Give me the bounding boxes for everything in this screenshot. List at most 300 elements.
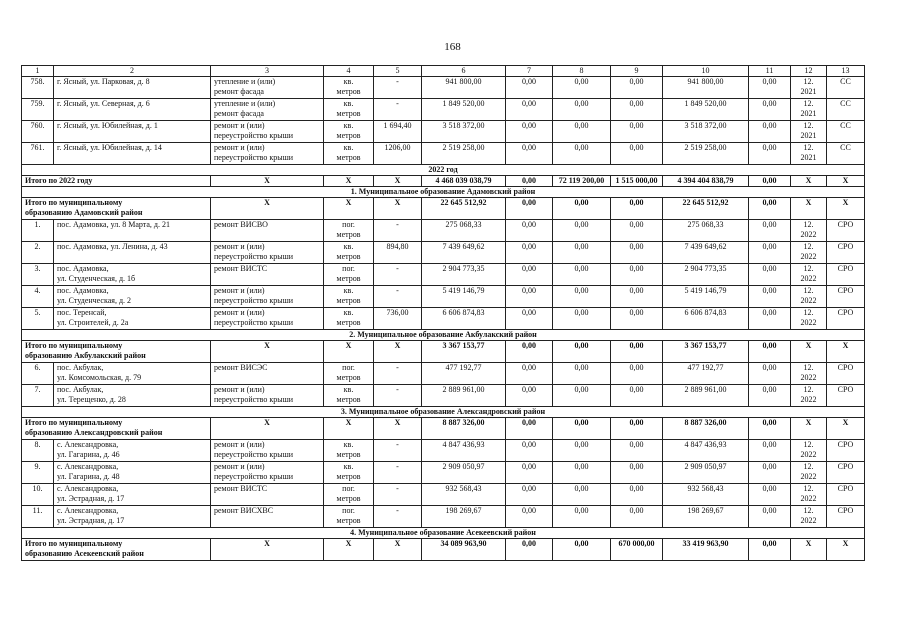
cost-col7-cell: 0,00 bbox=[506, 143, 553, 165]
cost-col10-cell: 7 439 649,62 bbox=[663, 242, 749, 264]
deadline-cell bbox=[791, 286, 827, 308]
cost-col7-cell: 0,00 bbox=[506, 99, 553, 121]
cost-col9-cell: 0,00 bbox=[611, 143, 663, 165]
cost-col10-cell: 941 800,00 bbox=[663, 77, 749, 99]
cost-col7-cell: 0,00 bbox=[506, 121, 553, 143]
work-type-line: утепление и (или) bbox=[214, 99, 276, 108]
total-cost-cell: 8 887 326,00 bbox=[422, 418, 506, 440]
cost-col8-cell: 0,00 bbox=[553, 77, 611, 99]
address-cell bbox=[54, 385, 211, 407]
area-cell: - bbox=[374, 462, 422, 484]
area-cell: 1 694,40 bbox=[374, 121, 422, 143]
work-type-cell bbox=[211, 143, 324, 165]
total-col10-cell: 8 887 326,00 bbox=[663, 418, 749, 440]
table-row bbox=[22, 220, 865, 242]
unit-cell bbox=[324, 484, 374, 506]
unit-line: метров bbox=[336, 230, 361, 239]
total-x-cell: X bbox=[827, 539, 865, 561]
cost-col9-cell: 0,00 bbox=[611, 506, 663, 528]
deadline-cell bbox=[791, 308, 827, 330]
table-row bbox=[22, 242, 865, 264]
deadline-line: 12. bbox=[803, 220, 814, 229]
contractor-cell: СС bbox=[827, 77, 865, 99]
address-cell bbox=[54, 440, 211, 462]
deadline-line: 12. bbox=[803, 363, 814, 372]
row-number: 6. bbox=[22, 363, 54, 385]
contractor-cell: СС bbox=[827, 99, 865, 121]
cost-col11-cell: 0,00 bbox=[749, 286, 791, 308]
unit-line: метров bbox=[336, 131, 361, 140]
total-x-cell: X bbox=[827, 176, 865, 187]
cost-col8-cell: 0,00 bbox=[553, 143, 611, 165]
total-row bbox=[22, 176, 865, 187]
address-line: ул. Студенческая, д. 2 bbox=[57, 296, 132, 305]
work-type-line: ремонт и (или) bbox=[214, 121, 265, 130]
address-cell bbox=[54, 462, 211, 484]
contractor-cell: СРО bbox=[827, 363, 865, 385]
unit-line: метров bbox=[336, 450, 361, 459]
row-number: 5. bbox=[22, 308, 54, 330]
total-x-cell: X bbox=[791, 198, 827, 220]
unit-line: метров bbox=[336, 296, 361, 305]
total-label-line: Итого по муниципальному bbox=[25, 198, 123, 207]
total-cost-cell: 3 367 153,77 bbox=[422, 341, 506, 363]
area-cell: - bbox=[374, 99, 422, 121]
work-type-line: переустройство крыши bbox=[214, 318, 294, 327]
deadline-cell bbox=[791, 506, 827, 528]
column-header-row bbox=[22, 66, 865, 77]
total-label-line: образованию Адамовский район bbox=[25, 208, 143, 217]
total-label-line: Итого по муниципальному bbox=[25, 539, 123, 548]
address-line: ул. Гагарина, д. 46 bbox=[57, 450, 120, 459]
cost-total-cell: 941 800,00 bbox=[422, 77, 506, 99]
deadline-line: 12. bbox=[803, 121, 814, 130]
address-cell bbox=[54, 264, 211, 286]
area-cell: - bbox=[374, 484, 422, 506]
total-col8-cell: 72 119 200,00 bbox=[553, 176, 611, 187]
unit-line: метров bbox=[336, 318, 361, 327]
row-number: 7. bbox=[22, 385, 54, 407]
deadline-line: 12. bbox=[803, 308, 814, 317]
total-x-cell: X bbox=[324, 341, 374, 363]
total-col7-cell: 0,00 bbox=[506, 539, 553, 561]
area-cell: 736,00 bbox=[374, 308, 422, 330]
cost-col10-cell: 1 849 520,00 bbox=[663, 99, 749, 121]
address-line: ул. Эстрадная, д. 17 bbox=[57, 494, 125, 503]
unit-line: метров bbox=[336, 494, 361, 503]
column-header: 3 bbox=[211, 66, 324, 77]
unit-line: метров bbox=[336, 109, 361, 118]
table-row bbox=[22, 385, 865, 407]
row-number: 11. bbox=[22, 506, 54, 528]
row-number: 2. bbox=[22, 242, 54, 264]
cost-total-cell: 2 889 961,00 bbox=[422, 385, 506, 407]
deadline-cell bbox=[791, 363, 827, 385]
cost-col9-cell: 0,00 bbox=[611, 220, 663, 242]
cost-total-cell: 477 192,77 bbox=[422, 363, 506, 385]
column-header: 8 bbox=[553, 66, 611, 77]
total-label bbox=[22, 418, 211, 440]
contractor-cell: СРО bbox=[827, 462, 865, 484]
total-col8-cell: 0,00 bbox=[553, 198, 611, 220]
year-label: 2022 год bbox=[22, 165, 865, 176]
work-type-cell bbox=[211, 242, 324, 264]
work-type-cell bbox=[211, 286, 324, 308]
deadline-line: 12. bbox=[803, 440, 814, 449]
cost-col10-cell: 2 519 258,00 bbox=[663, 143, 749, 165]
deadline-line: 12. bbox=[803, 506, 814, 515]
cost-col7-cell: 0,00 bbox=[506, 484, 553, 506]
section-row bbox=[22, 187, 865, 198]
total-x-cell: X bbox=[324, 539, 374, 561]
cost-col7-cell: 0,00 bbox=[506, 286, 553, 308]
unit-line: метров bbox=[336, 153, 361, 162]
column-header: 10 bbox=[663, 66, 749, 77]
deadline-line: 12. bbox=[803, 385, 814, 394]
total-label-line: образованию Александровский район bbox=[25, 428, 163, 437]
work-type-line: ремонт и (или) bbox=[214, 286, 265, 295]
unit-line: метров bbox=[336, 373, 361, 382]
cost-col11-cell: 0,00 bbox=[749, 143, 791, 165]
cost-col11-cell: 0,00 bbox=[749, 99, 791, 121]
cost-col10-cell: 6 606 874,83 bbox=[663, 308, 749, 330]
total-x-cell: X bbox=[374, 198, 422, 220]
total-x-cell: X bbox=[791, 341, 827, 363]
cost-col7-cell: 0,00 bbox=[506, 363, 553, 385]
deadline-line: 2022 bbox=[800, 318, 817, 327]
unit-line: кв. bbox=[343, 462, 354, 471]
address-line: с. Александровка, bbox=[57, 440, 119, 449]
address-line: г. Ясный, ул. Юбилейная, д. 1 bbox=[57, 121, 158, 130]
total-row bbox=[22, 341, 865, 363]
cost-col7-cell: 0,00 bbox=[506, 242, 553, 264]
table-row bbox=[22, 440, 865, 462]
work-type-line: ремонт ВИСХВС bbox=[214, 506, 274, 515]
unit-line: кв. bbox=[343, 77, 354, 86]
total-label bbox=[22, 198, 211, 220]
total-col11-cell: 0,00 bbox=[749, 539, 791, 561]
work-type-line: переустройство крыши bbox=[214, 296, 294, 305]
unit-line: метров bbox=[336, 395, 361, 404]
table-row bbox=[22, 462, 865, 484]
deadline-line: 2022 bbox=[800, 494, 817, 503]
total-col7-cell: 0,00 bbox=[506, 176, 553, 187]
deadline-cell bbox=[791, 242, 827, 264]
unit-cell bbox=[324, 77, 374, 99]
total-label-line: образованию Асекеевский район bbox=[25, 549, 144, 558]
contractor-cell: СС bbox=[827, 143, 865, 165]
total-x-cell: X bbox=[211, 418, 324, 440]
address-line: ул. Эстрадная, д. 17 bbox=[57, 516, 125, 525]
work-type-line: утепление и (или) bbox=[214, 77, 276, 86]
total-label-line: Итого по муниципальному bbox=[25, 341, 123, 350]
deadline-line: 2022 bbox=[800, 274, 817, 283]
cost-total-cell: 3 518 372,00 bbox=[422, 121, 506, 143]
work-type-line: переустройство крыши bbox=[214, 131, 294, 140]
address-cell bbox=[54, 220, 211, 242]
total-x-cell: X bbox=[324, 198, 374, 220]
table-row bbox=[22, 308, 865, 330]
unit-line: пог. bbox=[342, 484, 355, 493]
table-row bbox=[22, 506, 865, 528]
unit-cell bbox=[324, 506, 374, 528]
deadline-line: 12. bbox=[803, 242, 814, 251]
unit-cell bbox=[324, 308, 374, 330]
work-type-line: ремонт ВИСЭС bbox=[214, 363, 268, 372]
cost-col10-cell: 2 889 961,00 bbox=[663, 385, 749, 407]
address-line: г. Ясный, ул. Северная, д. 6 bbox=[57, 99, 150, 108]
deadline-line: 2022 bbox=[800, 472, 817, 481]
address-line: ул. Терещенко, д. 28 bbox=[57, 395, 126, 404]
address-line: пос. Адамовка, ул. 8 Марта, д. 21 bbox=[57, 220, 170, 229]
work-type-cell bbox=[211, 264, 324, 286]
work-type-cell bbox=[211, 385, 324, 407]
total-x-cell: X bbox=[211, 198, 324, 220]
section-title: 4. Муниципальное образование Асекеевский район bbox=[22, 528, 865, 539]
address-line: с. Александровка, bbox=[57, 506, 119, 515]
unit-cell bbox=[324, 385, 374, 407]
contractor-cell: СРО bbox=[827, 286, 865, 308]
work-type-line: переустройство крыши bbox=[214, 472, 294, 481]
address-cell bbox=[54, 484, 211, 506]
unit-cell bbox=[324, 143, 374, 165]
total-col7-cell: 0,00 bbox=[506, 198, 553, 220]
column-header: 1 bbox=[22, 66, 54, 77]
address-line: пос. Акбулак, bbox=[57, 385, 104, 394]
cost-col9-cell: 0,00 bbox=[611, 440, 663, 462]
cost-col9-cell: 0,00 bbox=[611, 77, 663, 99]
total-col8-cell: 0,00 bbox=[553, 539, 611, 561]
unit-cell bbox=[324, 99, 374, 121]
unit-cell bbox=[324, 286, 374, 308]
cost-col8-cell: 0,00 bbox=[553, 121, 611, 143]
work-type-line: ремонт и (или) bbox=[214, 440, 265, 449]
deadline-line: 12. bbox=[803, 99, 814, 108]
cost-col8-cell: 0,00 bbox=[553, 462, 611, 484]
total-row bbox=[22, 198, 865, 220]
deadline-line: 12. bbox=[803, 143, 814, 152]
cost-total-cell: 198 269,67 bbox=[422, 506, 506, 528]
contractor-cell: СРО bbox=[827, 220, 865, 242]
address-cell bbox=[54, 286, 211, 308]
deadline-line: 2021 bbox=[800, 131, 817, 140]
contractor-cell: СРО bbox=[827, 440, 865, 462]
cost-total-cell: 4 847 436,93 bbox=[422, 440, 506, 462]
total-x-cell: X bbox=[827, 198, 865, 220]
unit-cell bbox=[324, 121, 374, 143]
cost-col7-cell: 0,00 bbox=[506, 264, 553, 286]
address-line: пос. Адамовка, bbox=[57, 286, 109, 295]
cost-col10-cell: 3 518 372,00 bbox=[663, 121, 749, 143]
work-type-cell bbox=[211, 506, 324, 528]
cost-col9-cell: 0,00 bbox=[611, 308, 663, 330]
contractor-cell: СРО bbox=[827, 264, 865, 286]
total-x-cell: X bbox=[791, 418, 827, 440]
area-cell: - bbox=[374, 363, 422, 385]
deadline-line: 2022 bbox=[800, 252, 817, 261]
address-line: г. Ясный, ул. Парковая, д. 8 bbox=[57, 77, 150, 86]
deadline-line: 2022 bbox=[800, 373, 817, 382]
column-header: 13 bbox=[827, 66, 865, 77]
deadline-cell bbox=[791, 484, 827, 506]
deadline-line: 12. bbox=[803, 77, 814, 86]
cost-col10-cell: 4 847 436,93 bbox=[663, 440, 749, 462]
cost-col9-cell: 0,00 bbox=[611, 264, 663, 286]
address-cell bbox=[54, 99, 211, 121]
total-col11-cell: 0,00 bbox=[749, 176, 791, 187]
cost-col10-cell: 275 068,33 bbox=[663, 220, 749, 242]
unit-cell bbox=[324, 242, 374, 264]
cost-col11-cell: 0,00 bbox=[749, 385, 791, 407]
work-type-cell bbox=[211, 484, 324, 506]
row-number: 758. bbox=[22, 77, 54, 99]
table-row bbox=[22, 484, 865, 506]
address-line: ул. Комсомольская, д. 79 bbox=[57, 373, 142, 382]
cost-col9-cell: 0,00 bbox=[611, 286, 663, 308]
section-row bbox=[22, 330, 865, 341]
cost-col7-cell: 0,00 bbox=[506, 440, 553, 462]
cost-col9-cell: 0,00 bbox=[611, 242, 663, 264]
total-label bbox=[22, 539, 211, 561]
cost-col11-cell: 0,00 bbox=[749, 121, 791, 143]
column-header: 6 bbox=[422, 66, 506, 77]
work-type-line: ремонт фасада bbox=[214, 109, 264, 118]
cost-col11-cell: 0,00 bbox=[749, 484, 791, 506]
work-type-line: переустройство крыши bbox=[214, 450, 294, 459]
contractor-cell: СРО bbox=[827, 385, 865, 407]
deadline-cell bbox=[791, 121, 827, 143]
cost-total-cell: 6 606 874,83 bbox=[422, 308, 506, 330]
unit-line: пог. bbox=[342, 506, 355, 515]
cost-col7-cell: 0,00 bbox=[506, 220, 553, 242]
row-number: 1. bbox=[22, 220, 54, 242]
area-cell: - bbox=[374, 220, 422, 242]
cost-col8-cell: 0,00 bbox=[553, 99, 611, 121]
section-title: 1. Муниципальное образование Адамовский район bbox=[22, 187, 865, 198]
address-cell bbox=[54, 363, 211, 385]
total-x-cell: X bbox=[827, 341, 865, 363]
deadline-cell bbox=[791, 220, 827, 242]
deadline-line: 2022 bbox=[800, 516, 817, 525]
cost-col11-cell: 0,00 bbox=[749, 220, 791, 242]
unit-line: метров bbox=[336, 252, 361, 261]
deadline-line: 12. bbox=[803, 286, 814, 295]
total-cost-cell: 4 468 039 038,79 bbox=[422, 176, 506, 187]
cost-col8-cell: 0,00 bbox=[553, 220, 611, 242]
table-row bbox=[22, 264, 865, 286]
contractor-cell: СС bbox=[827, 121, 865, 143]
work-type-cell bbox=[211, 363, 324, 385]
cost-col7-cell: 0,00 bbox=[506, 506, 553, 528]
work-type-line: ремонт и (или) bbox=[214, 462, 265, 471]
cost-col11-cell: 0,00 bbox=[749, 242, 791, 264]
address-line: ул. Студенческая, д. 1б bbox=[57, 274, 136, 283]
cost-col11-cell: 0,00 bbox=[749, 308, 791, 330]
cost-col10-cell: 932 568,43 bbox=[663, 484, 749, 506]
cost-col8-cell: 0,00 bbox=[553, 385, 611, 407]
cost-col9-cell: 0,00 bbox=[611, 99, 663, 121]
contractor-cell: СРО bbox=[827, 308, 865, 330]
area-cell: - bbox=[374, 286, 422, 308]
total-x-cell: X bbox=[374, 341, 422, 363]
deadline-line: 2022 bbox=[800, 450, 817, 459]
cost-total-cell: 2 519 258,00 bbox=[422, 143, 506, 165]
unit-line: кв. bbox=[343, 308, 354, 317]
row-number: 761. bbox=[22, 143, 54, 165]
cost-col10-cell: 5 419 146,79 bbox=[663, 286, 749, 308]
work-type-line: переустройство крыши bbox=[214, 252, 294, 261]
area-cell: 1206,00 bbox=[374, 143, 422, 165]
column-header: 7 bbox=[506, 66, 553, 77]
area-cell: - bbox=[374, 264, 422, 286]
total-col8-cell: 0,00 bbox=[553, 341, 611, 363]
cost-col7-cell: 0,00 bbox=[506, 385, 553, 407]
total-col11-cell: 0,00 bbox=[749, 418, 791, 440]
work-type-line: ремонт и (или) bbox=[214, 242, 265, 251]
deadline-line: 2022 bbox=[800, 230, 817, 239]
column-header: 4 bbox=[324, 66, 374, 77]
total-x-cell: X bbox=[791, 176, 827, 187]
column-header: 11 bbox=[749, 66, 791, 77]
address-cell bbox=[54, 77, 211, 99]
column-header: 2 bbox=[54, 66, 211, 77]
work-type-line: ремонт ВИСВО bbox=[214, 220, 268, 229]
total-x-cell: X bbox=[211, 176, 324, 187]
deadline-line: 2021 bbox=[800, 109, 817, 118]
unit-line: пог. bbox=[342, 220, 355, 229]
unit-line: кв. bbox=[343, 121, 354, 130]
table-row bbox=[22, 286, 865, 308]
total-label bbox=[22, 341, 211, 363]
column-header: 5 bbox=[374, 66, 422, 77]
cost-col10-cell: 2 909 050,97 bbox=[663, 462, 749, 484]
total-cost-cell: 22 645 512,92 bbox=[422, 198, 506, 220]
deadline-line: 2022 bbox=[800, 395, 817, 404]
total-label: Итого по 2022 году bbox=[22, 176, 211, 187]
deadline-cell bbox=[791, 77, 827, 99]
unit-cell bbox=[324, 220, 374, 242]
address-line: пос. Акбулак, bbox=[57, 363, 104, 372]
row-number: 760. bbox=[22, 121, 54, 143]
area-cell: - bbox=[374, 77, 422, 99]
cost-col11-cell: 0,00 bbox=[749, 363, 791, 385]
total-x-cell: X bbox=[791, 539, 827, 561]
cost-total-cell: 2 904 773,35 bbox=[422, 264, 506, 286]
cost-total-cell: 932 568,43 bbox=[422, 484, 506, 506]
deadline-cell bbox=[791, 143, 827, 165]
cost-col10-cell: 477 192,77 bbox=[663, 363, 749, 385]
address-cell bbox=[54, 308, 211, 330]
total-col9-cell: 0,00 bbox=[611, 418, 663, 440]
address-line: ул. Строителей, д. 2а bbox=[57, 318, 129, 327]
work-type-cell bbox=[211, 121, 324, 143]
row-number: 759. bbox=[22, 99, 54, 121]
contractor-cell: СРО bbox=[827, 506, 865, 528]
unit-line: кв. bbox=[343, 143, 354, 152]
total-x-cell: X bbox=[211, 341, 324, 363]
total-col9-cell: 670 000,00 bbox=[611, 539, 663, 561]
cost-col7-cell: 0,00 bbox=[506, 462, 553, 484]
work-type-line: ремонт ВИСТС bbox=[214, 264, 268, 273]
cost-col9-cell: 0,00 bbox=[611, 462, 663, 484]
unit-line: метров bbox=[336, 472, 361, 481]
total-row bbox=[22, 418, 865, 440]
deadline-line: 12. bbox=[803, 484, 814, 493]
address-cell bbox=[54, 242, 211, 264]
cost-col9-cell: 0,00 bbox=[611, 484, 663, 506]
cost-col10-cell: 198 269,67 bbox=[663, 506, 749, 528]
total-col10-cell: 3 367 153,77 bbox=[663, 341, 749, 363]
